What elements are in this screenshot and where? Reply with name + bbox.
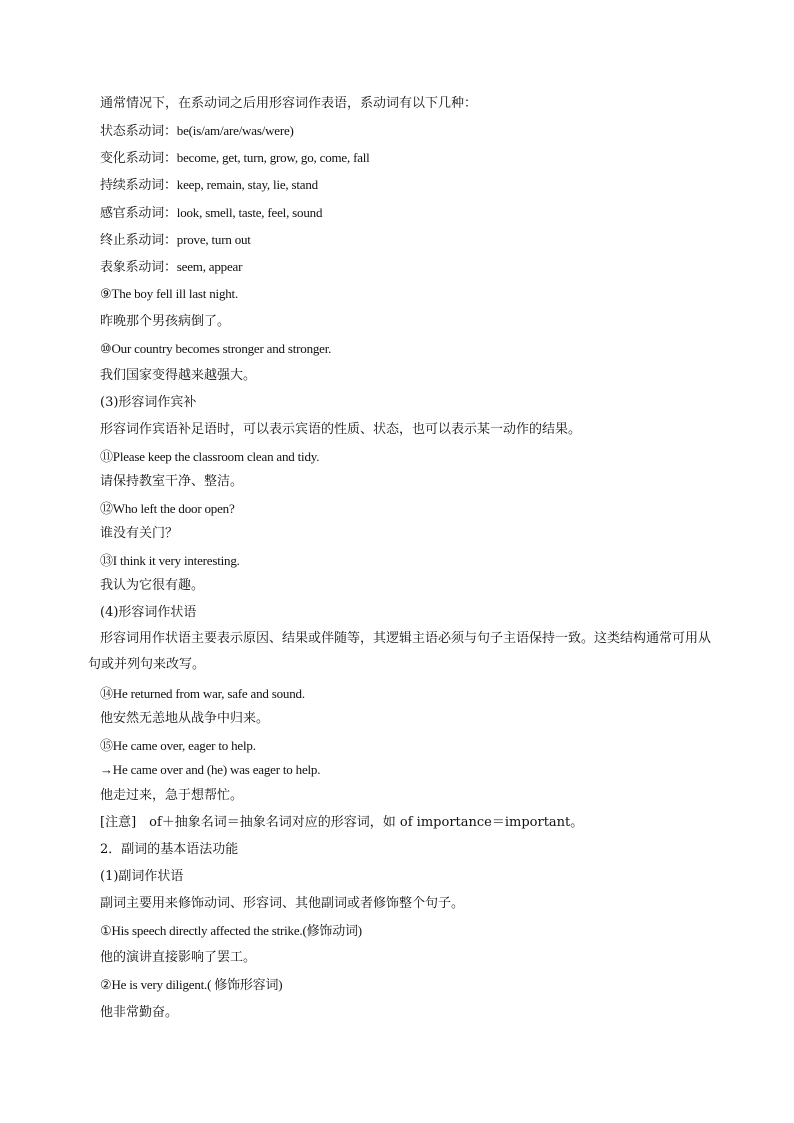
example-13-en: ⑬I think it very interesting. (100, 553, 240, 568)
section-heading-adverbial: (4)形容词作状语 (100, 605, 197, 620)
example-12-en: ⑫Who left the door open? (100, 501, 235, 516)
adverb-example-2-en: ②He is very diligent.( 修饰形容词) (100, 977, 283, 992)
subsection-heading-adverb-as-adverbial: (1)副词作状语 (100, 869, 184, 884)
adverb-explanation: 副词主要用来修饰动词、形容词、其他副词或者修饰整个句子。 (100, 896, 465, 911)
example-11-zh: 请保持教室干净、整洁。 (100, 474, 244, 489)
linking-verb-appearance: 表象系动词：seem, appear (100, 259, 243, 274)
section-heading-adverb-functions: 2．副词的基本语法功能 (100, 842, 239, 857)
linking-verb-change: 变化系动词：become, get, turn, grow, go, come, fall (100, 150, 370, 165)
adverbial-explanation: 形容词用作状语主要表示原因、结果或伴随等，其逻辑主语必须与句子主语保持一致。这类结构通常可用从句或并列句来改写。 (88, 631, 712, 672)
object-complement-explanation: 形容词作宾语补足语时，可以表示宾语的性质、状态，也可以表示某一动作的结果。 (100, 422, 582, 437)
linking-verb-sense: 感官系动词：look, smell, taste, feel, sound (100, 205, 323, 220)
adverb-example-1-zh: 他的演讲直接影响了罢工。 (100, 950, 257, 965)
linking-verb-continue: 持续系动词：keep, remain, stay, lie, stand (100, 177, 318, 192)
example-9-zh: 昨晚那个男孩病倒了。 (100, 314, 231, 329)
section-heading-object-complement: (3)形容词作宾补 (100, 395, 197, 410)
example-11-en: ⑪Please keep the classroom clean and tidy. (100, 449, 320, 464)
example-14-zh: 他安然无恙地从战争中归来。 (100, 711, 270, 726)
note: [注意] of＋抽象名词＝抽象名词对应的形容词，如 of importance＝important。 (100, 815, 584, 830)
adverb-example-2-zh: 他非常勤奋。 (100, 1005, 179, 1020)
example-15-zh: 他走过来，急于想帮忙。 (100, 788, 244, 803)
linking-verb-state: 状态系动词：be(is/am/are/was/were) (100, 123, 294, 138)
example-9-en: ⑨The boy fell ill last night. (100, 286, 238, 301)
example-14-en: ⑭He returned from war, safe and sound. (100, 686, 305, 701)
example-13-zh: 我认为它很有趣。 (100, 578, 205, 593)
intro-paragraph: 通常情况下，在系动词之后用形容词作表语，系动词有以下几种： (100, 96, 478, 111)
linking-verb-end: 终止系动词：prove, turn out (100, 232, 251, 247)
example-10-zh: 我们国家变得越来越强大。 (100, 368, 257, 383)
adverb-example-1-en: ①His speech directly affected the strike.(修饰动词) (100, 923, 362, 938)
example-15-en: ⑮He came over, eager to help. (100, 738, 256, 753)
example-12-zh: 谁没有关门？ (100, 526, 179, 541)
example-10-en: ⑩Our country becomes stronger and stronger. (100, 341, 332, 356)
example-15-rewrite: →He came over and (he) was eager to help. (100, 762, 321, 777)
